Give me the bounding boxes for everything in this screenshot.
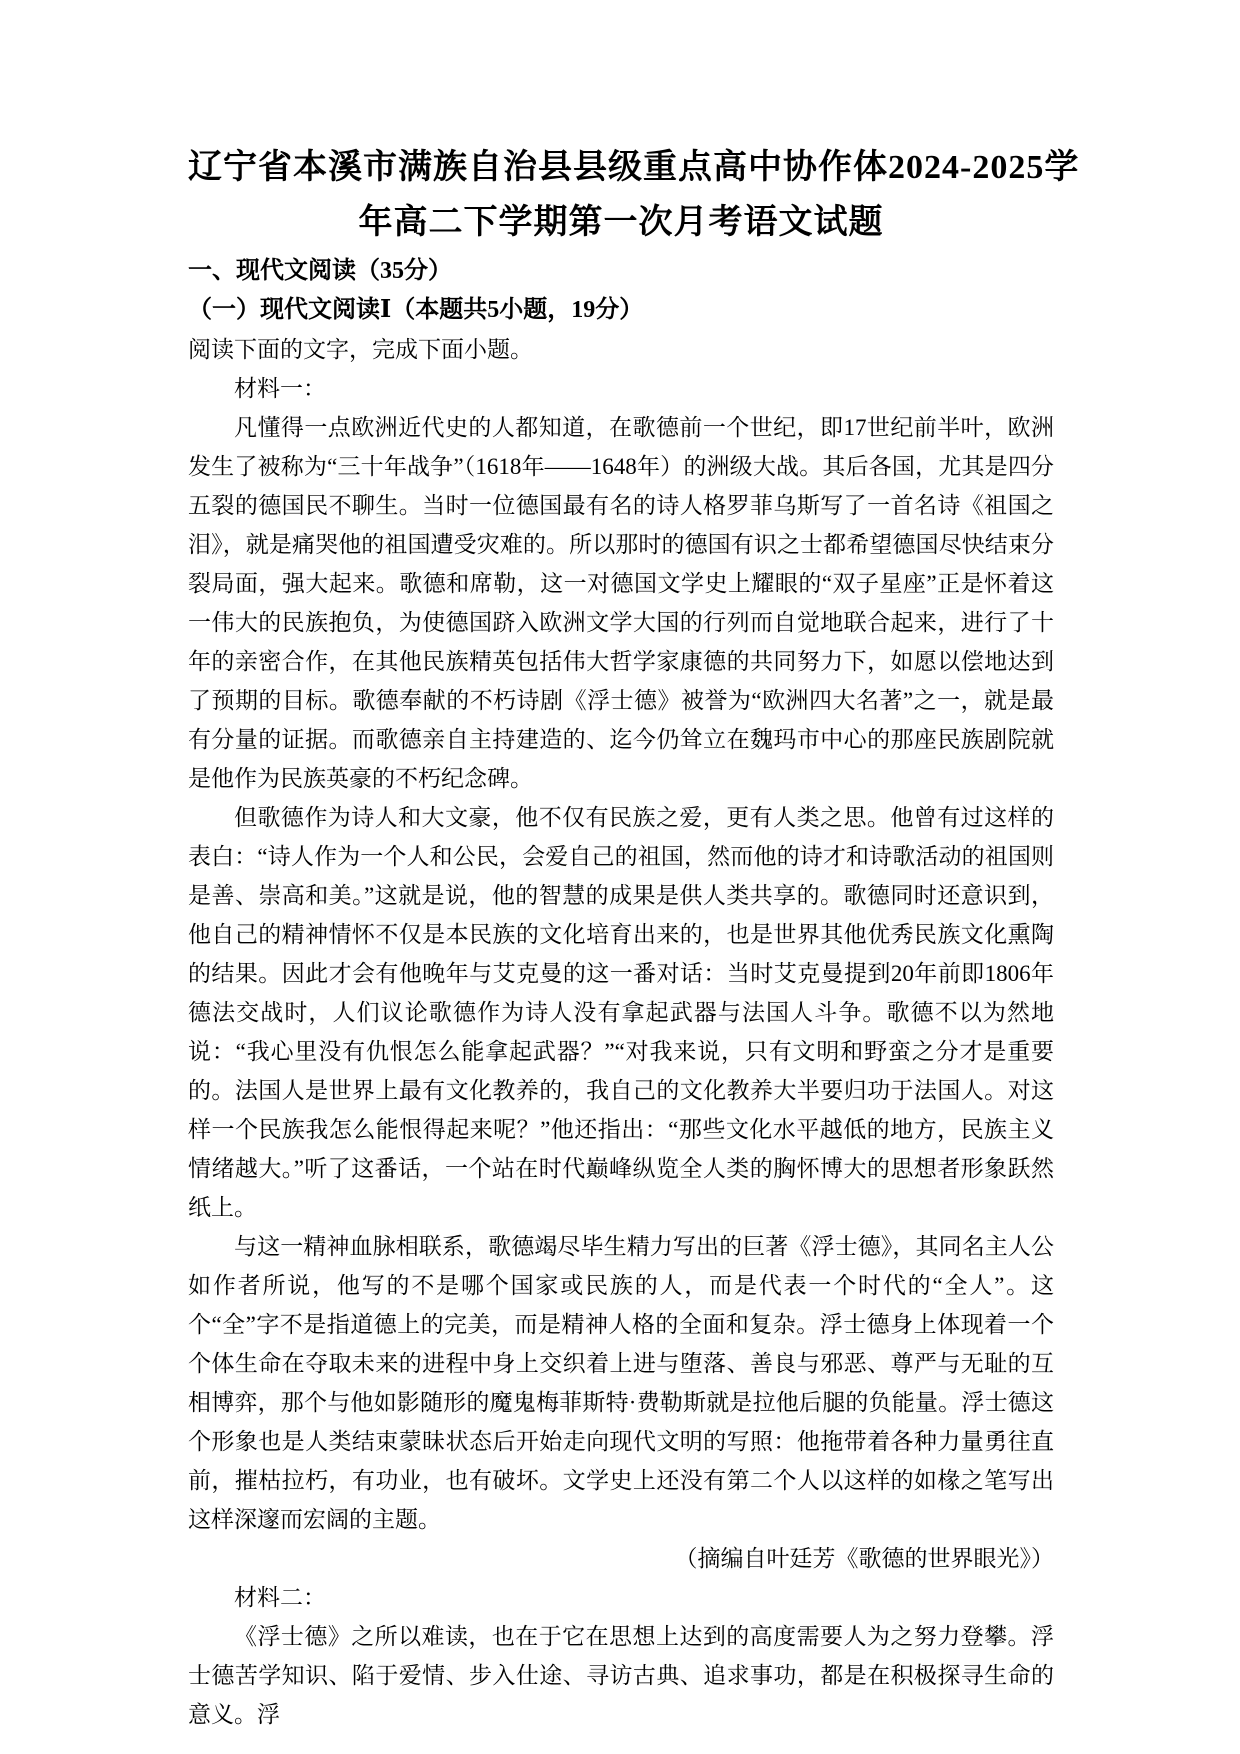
material-two-label: 材料二： bbox=[234, 1585, 326, 1610]
material-one-paragraph-3: 与这一精神血脉相联系，歌德竭尽毕生精力写出的巨著《浮士德》，其同名主人公如作者所说，他写的不是哪个国家或民族的人，而是代表一个时代的“全人”。这个“全”字不是指道德上的完美，而是精神人格的全面和复杂。浮士德身上体现着一个个体生命在夺取未来的进程中身上交织着上进与堕落、善良与邪恶、尊严与无耻的互相博弈，那个与他如影随形的魔鬼梅菲斯特·费勒斯就是拉他后腿的负能量。浮士德这个形象也是人类结束蒙昧状态后开始走向现代文明的写照：他拖带着各种力量勇往直前，摧枯拉朽，有功业，也有破坏。文学史上还没有第二个人以这样的如椽之笔写出这样深邃而宏阔的主题。 bbox=[188, 1234, 1054, 1532]
subsection-heading-reading-one: （一）现代文阅读Ⅰ（本题共5小题，19分） bbox=[188, 297, 644, 323]
material-one-label: 材料一： bbox=[234, 376, 326, 401]
material-one-paragraph-1: 凡懂得一点欧洲近代史的人都知道，在歌德前一个世纪，即17世纪前半叶，欧洲发生了被称为“三十年战争”（1618年——1648年）的洲级大战。其后各国，尤其是四分五裂的德国民不聊生。当时一位德国最有名的诗人格罗菲乌斯写了一首名诗《祖国之泪》，就是痛哭他的祖国遭受灾难的。所以那时的德国有识之士都希望德国尽快结束分裂局面，强大起来。歌德和席勒，这一对德国文学史上耀眼的“双子星座”正是怀着这一伟大的民族抱负，为使德国跻入欧洲文学大国的行列而自觉地联合起来，进行了十年的亲密合作，在其他民族精英包括伟大哲学家康德的共同努力下，如愿以偿地达到了预期的目标。歌德奉献的不朽诗剧《浮士德》被誉为“欧洲四大名著”之一，就是最有分量的证据。而歌德亲自主持建造的、迄今仍耸立在魏玛市中心的那座民族剧院就是他作为民族英豪的不朽纪念碑。 bbox=[188, 415, 1054, 791]
material-two-paragraph-1: 《浮士德》之所以难读，也在于它在思想上达到的高度需要人为之努力登攀。浮士德苦学知识、陷于爱情、步入仕途、寻访古典、追求事功，都是在积极探寻生命的意义。浮 bbox=[188, 1624, 1054, 1727]
material-one-paragraph-2: 但歌德作为诗人和大文豪，他不仅有民族之爱，更有人类之思。他曾有过这样的表白：“诗人作为一个人和公民，会爱自己的祖国，然而他的诗才和诗歌活动的祖国则是善、崇高和美。”这就是说，他的智慧的成果是供人类共享的。歌德同时还意识到，他自己的精神情怀不仅是本民族的文化培育出来的，也是世界其他优秀民族文化熏陶的结果。因此才会有他晚年与艾克曼的这一番对话：当时艾克曼提到20年前即1806年德法交战时，人们议论歌德作为诗人没有拿起武器与法国人斗争。歌德不以为然地说：“我心里没有仇恨怎么能拿起武器？”“对我来说，只有文明和野蛮之分才是重要的。法国人是世界上最有文化教养的，我自己的文化教养大半要归功于法国人。对这样一个民族我怎么能恨得起来呢？”他还指出：“那些文化水平越低的地方，民族主义情绪越大。”听了这番话，一个站在时代巅峰纵览全人类的胸怀博大的思想者形象跃然纸上。 bbox=[188, 805, 1054, 1220]
document-title-line1: 辽宁省本溪市满族自治县县级重点高中协作体2024-2025学 bbox=[188, 149, 1080, 186]
document-content bbox=[188, 140, 1080, 1734]
material-one-attribution: （摘编自叶廷芳《歌德的世界眼光》） bbox=[674, 1546, 1054, 1571]
reading-instruction: 阅读下面的文字，完成下面小题。 bbox=[188, 337, 533, 362]
document-title bbox=[188, 140, 1080, 250]
document-title-line2: 年高二下学期第一次月考语文试题 bbox=[358, 204, 884, 241]
section-heading-modern-reading: 一、现代文阅读（35分） bbox=[188, 258, 452, 284]
